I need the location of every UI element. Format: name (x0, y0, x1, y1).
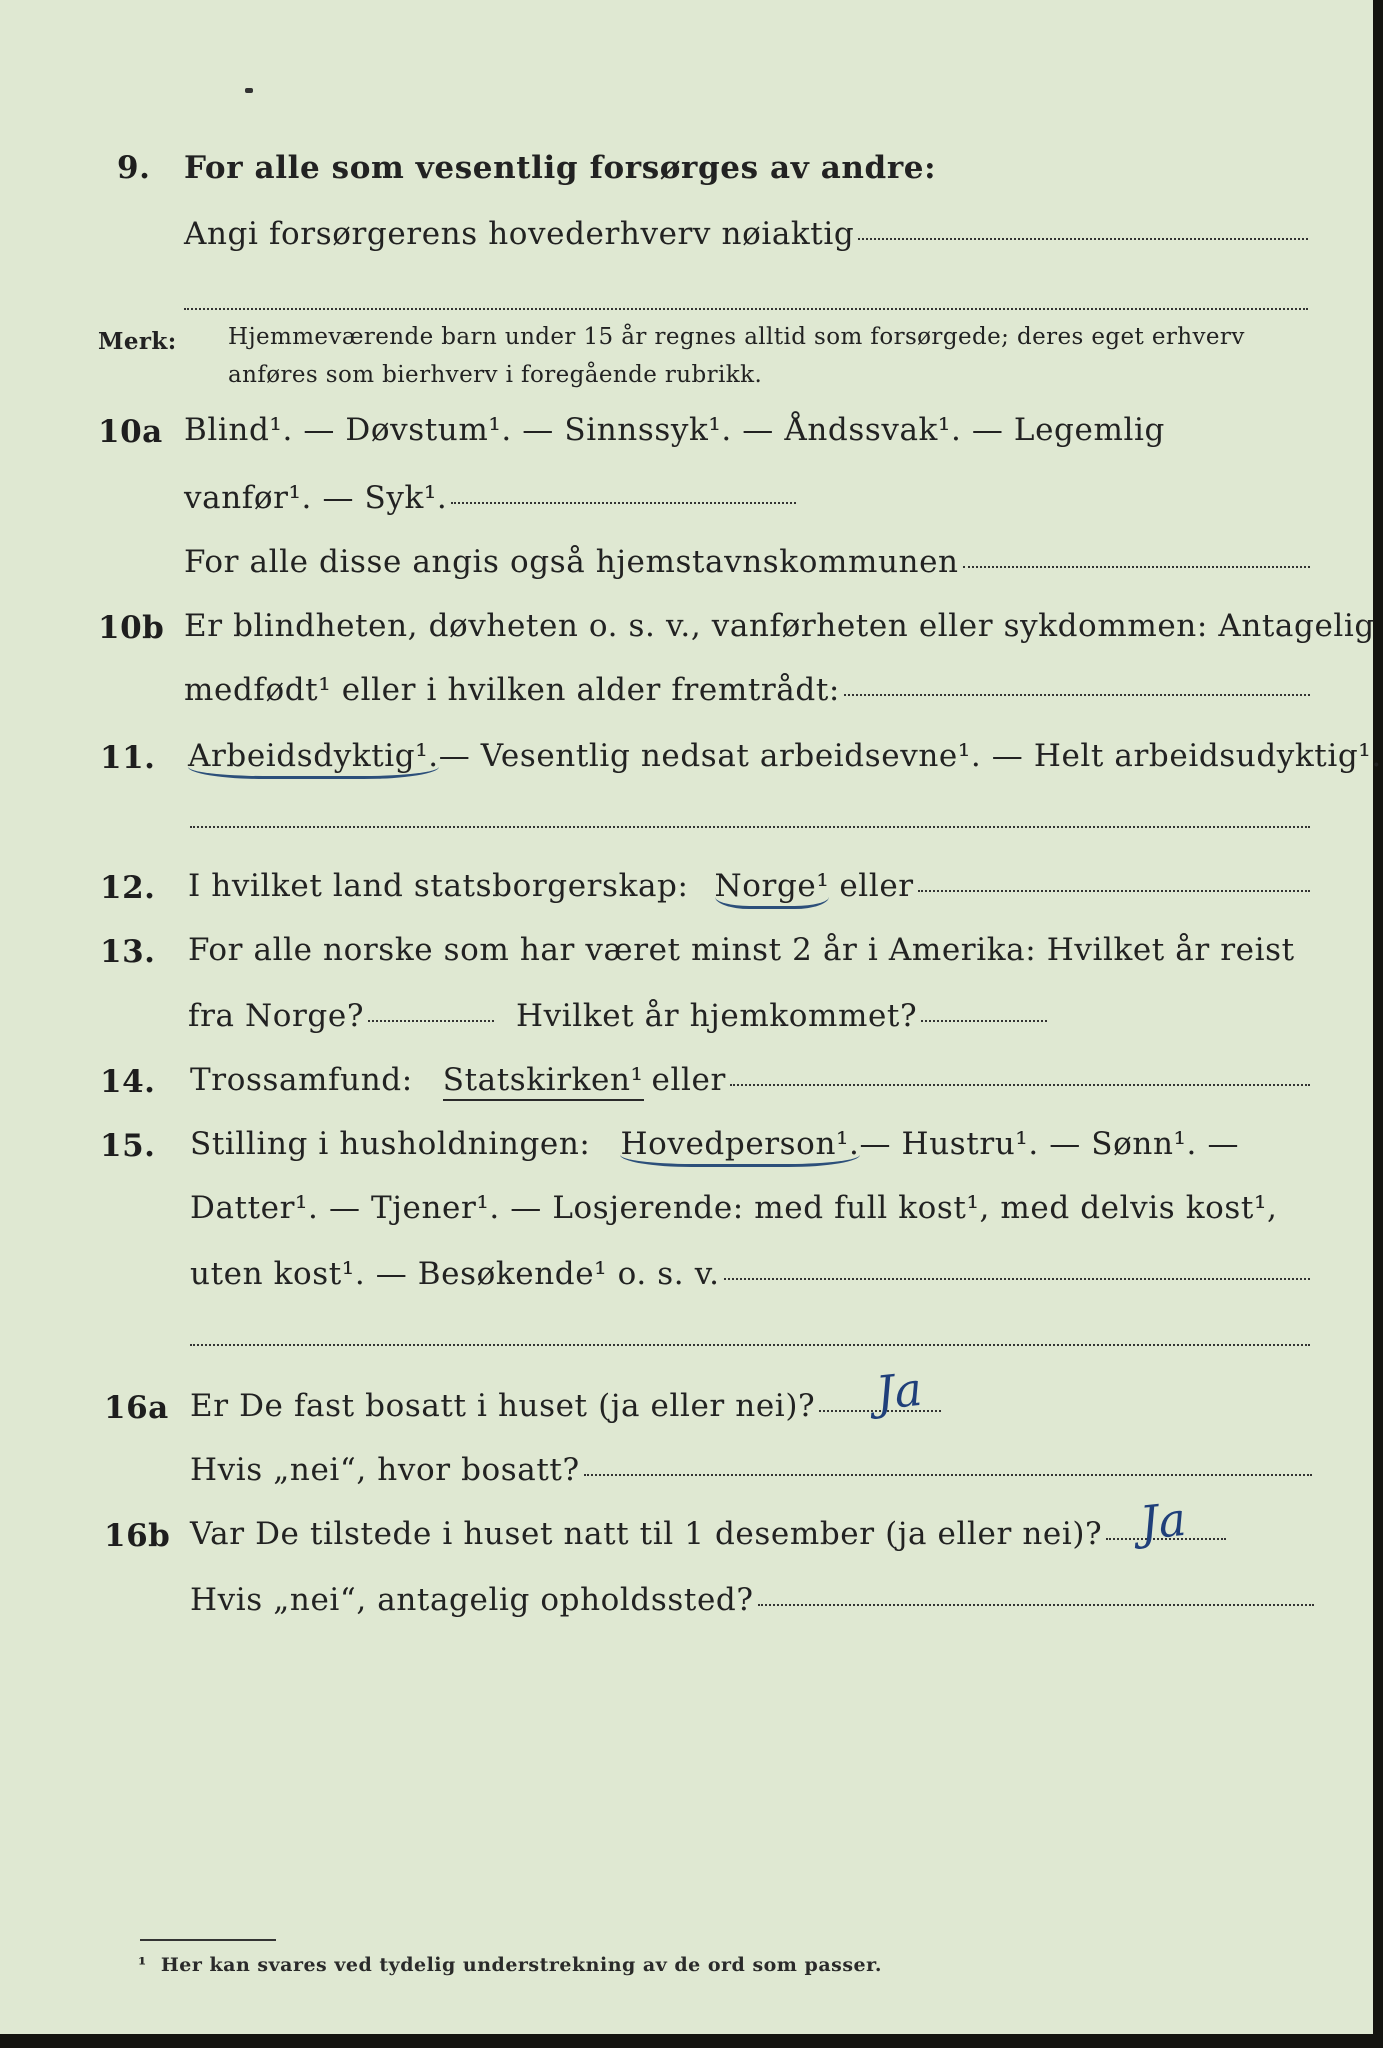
q10a-row2 (184, 480, 796, 516)
q13-row2 (188, 998, 1047, 1034)
q12-label: I hvilket land statsborgerskap: (188, 868, 689, 904)
q15-number: 15. (100, 1128, 156, 1164)
q12-or-label: eller (839, 868, 914, 904)
q16a-handwritten-answer (873, 1361, 925, 1421)
q13-returned-year-field[interactable] (921, 1020, 1047, 1022)
q16b-question: Var De tilstede i huset natt til 1 desember (ja eller nei)? (190, 1516, 1103, 1552)
q10b-number: 10b (98, 610, 165, 646)
q10a-number: 10a (98, 414, 163, 450)
q14-label: Trossamfund: (190, 1062, 413, 1098)
q12-country-field[interactable] (918, 890, 1310, 892)
q15-label: Stilling i husholdningen: (190, 1126, 591, 1162)
q14-or-label: eller (651, 1062, 726, 1098)
q15-extra-field[interactable] (190, 1344, 1310, 1346)
q16a-question: Er De fast bosatt i huset (ja eller nei)? (190, 1388, 816, 1424)
q12-number: 12. (100, 870, 156, 906)
q15-row3 (190, 1256, 1310, 1292)
q15-row1 (190, 1126, 1239, 1167)
footnote-text: Her kan svares ved tydelig understrekning av de ord som passer. (160, 1954, 882, 1976)
q15-line3: uten kost¹. — Besøkende¹ o. s. v. (190, 1256, 720, 1292)
q15-line2: Datter¹. — Tjener¹. — Losjerende: med full kost¹, med delvis kost¹, (190, 1190, 1278, 1226)
q9-number: 9. (117, 150, 151, 186)
q10a-line3: For alle disse angis også hjemstavnskommunen (184, 544, 959, 580)
q9-extra-field[interactable] (184, 308, 1308, 310)
q11-extra-field[interactable] (190, 826, 1310, 828)
q10a-line1: Blind¹. — Døvstum¹. — Sinnssyk¹. — Åndssvak¹. — Legemlig (184, 412, 1165, 448)
q12-row (188, 868, 1310, 909)
q16b-stay-label: Hvis „nei“, antagelig opholdssted? (190, 1582, 754, 1618)
q16a-where-label: Hvis „nei“, hvor bosatt? (190, 1452, 580, 1488)
q16b-row1 (190, 1516, 1226, 1552)
q9-provider-label: Angi forsørgerens hovederhverv nøiaktig (184, 216, 855, 252)
q11-other-options: — Vesentlig nedsat arbeidsevne¹. — Helt arbeidsudyktig¹. (438, 738, 1382, 774)
q16b-handwritten-answer (1137, 1491, 1189, 1551)
merk-line2: anføres som bierhverv i foregående rubrikk. (228, 362, 763, 388)
q9-heading: For alle som vesentlig forsørges av andre: (184, 150, 937, 186)
q14-row (190, 1062, 1310, 1101)
q11-option-able[interactable]: Arbeidsdyktig¹. (188, 738, 439, 779)
q11-number: 11. (100, 740, 156, 776)
q16b-answer-text: Ja (1137, 1491, 1189, 1551)
footnote-rule (140, 1939, 276, 1941)
q16b-row2 (190, 1582, 1314, 1618)
merk-label: Merk: (98, 328, 177, 355)
ink-speck (245, 88, 253, 93)
q9-provider-row (184, 216, 1308, 252)
footnote-mark: ¹ (138, 1954, 147, 1976)
footnote (138, 1954, 882, 1976)
q10a-municipality-field[interactable] (963, 566, 1310, 568)
q10b-line2: medfødt¹ eller i hvilken alder fremtrådt: (184, 672, 840, 708)
q10a-line2: vanfør¹. — Syk¹. (184, 480, 448, 516)
q13-line1: For alle norske som har været minst 2 år i Amerika: Hvilket år reist (188, 932, 1295, 968)
q16b-stay-field[interactable] (758, 1604, 1314, 1606)
q10b-line1: Er blindheten, døvheten o. s. v., vanførheten eller sykdommen: Antagelig (184, 608, 1375, 644)
q14-faith-field[interactable] (730, 1084, 1310, 1086)
q16a-where-field[interactable] (584, 1474, 1312, 1476)
q10b-row2 (184, 672, 1310, 708)
q15-option-head[interactable]: Hovedperson¹. (620, 1126, 859, 1167)
q13-number: 13. (100, 934, 156, 970)
q10b-onset-field[interactable] (844, 694, 1310, 696)
q14-number: 14. (100, 1064, 156, 1100)
q11-row (188, 738, 1382, 779)
q16a-row2 (190, 1452, 1312, 1488)
merk-line1: Hjemmeværende barn under 15 år regnes alltid som forsørgede; deres eget erhverv (228, 324, 1245, 350)
q16a-number: 16a (104, 1390, 169, 1426)
q14-option-state-church[interactable]: Statskirken¹ (443, 1062, 644, 1101)
q15-status-field[interactable] (724, 1278, 1310, 1280)
q15-other-options-1: — Hustru¹. — Sønn¹. — (859, 1126, 1240, 1162)
q16a-row1 (190, 1388, 941, 1424)
q9-provider-field[interactable] (858, 238, 1308, 240)
q10a-row3 (184, 544, 1310, 580)
q16b-number: 16b (104, 1518, 171, 1554)
q13-left-norway-label: fra Norge? (188, 998, 365, 1034)
q13-left-year-field[interactable] (368, 1020, 494, 1022)
q12-option-norway[interactable]: Norge¹ (715, 868, 830, 909)
q16a-answer-text: Ja (873, 1361, 925, 1421)
q13-returned-label: Hvilket år hjemkommet? (516, 998, 918, 1034)
q10a-illness-field[interactable] (451, 502, 796, 504)
